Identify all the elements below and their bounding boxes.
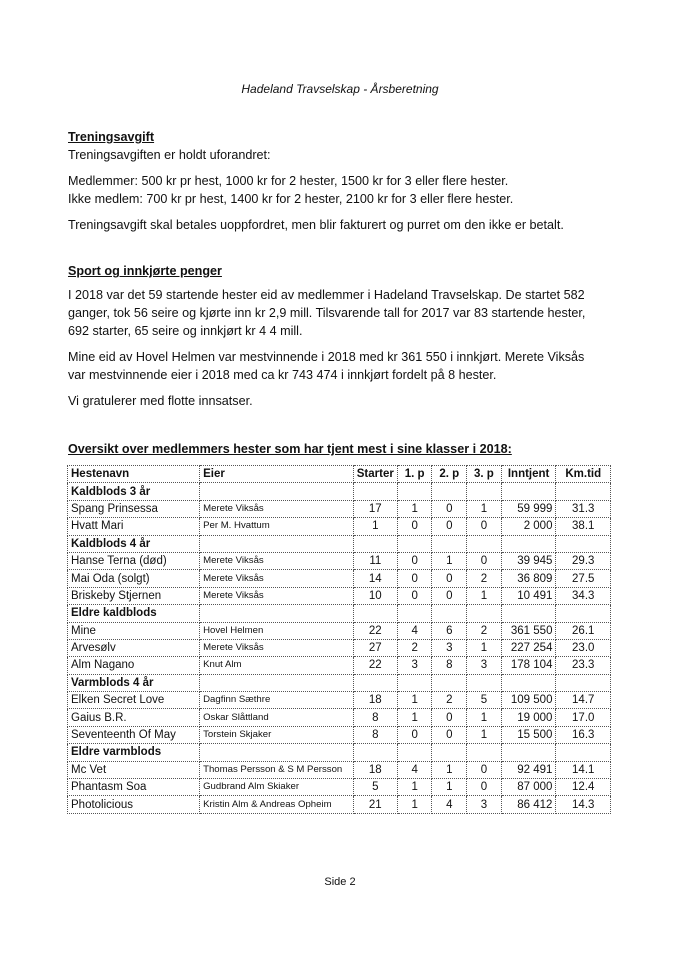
cell-2p: 0 (432, 726, 467, 743)
cell-3p: 1 (467, 726, 502, 743)
cell-3p: 3 (467, 796, 502, 813)
cell-eier: Knut Alm (200, 657, 354, 674)
cell-inntjent: 109 500 (501, 692, 556, 709)
cell-hestenavn: Arvesølv (68, 639, 200, 656)
cell-2p: 2 (432, 692, 467, 709)
cell-3p: 1 (467, 709, 502, 726)
cell-inntjent: 2 000 (501, 518, 556, 535)
table-row (68, 692, 611, 709)
cell-inntjent: 59 999 (501, 500, 556, 517)
group-title: Varmblods 4 år (68, 674, 200, 691)
empty-cell (200, 744, 354, 761)
empty-cell (200, 483, 354, 500)
cell-kmtid: 27.5 (556, 570, 611, 587)
cell-eier: Merete Viksås (200, 552, 354, 569)
cell-inntjent: 361 550 (501, 622, 556, 639)
empty-cell (432, 483, 467, 500)
cell-inntjent: 92 491 (501, 761, 556, 778)
cell-3p: 1 (467, 500, 502, 517)
table-row (68, 657, 611, 674)
group-row (68, 674, 611, 691)
empty-cell (556, 744, 611, 761)
table-row (68, 570, 611, 587)
cell-1p: 0 (397, 552, 432, 569)
cell-kmtid: 23.0 (556, 639, 611, 656)
cell-eier: Hovel Helmen (200, 622, 354, 639)
cell-starter: 8 (353, 709, 397, 726)
treningsavgift-members: Medlemmer: 500 kr pr hest, 1000 kr for 2 hester, 1500 kr for 3 eller flere hester. (68, 174, 509, 188)
group-row (68, 483, 611, 500)
empty-cell (397, 483, 432, 500)
cell-hestenavn: Phantasm Soa (68, 779, 200, 796)
group-title: Kaldblods 3 år (68, 483, 200, 500)
cell-3p: 1 (467, 587, 502, 604)
cell-1p: 3 (397, 657, 432, 674)
cell-hestenavn: Hvatt Mari (68, 518, 200, 535)
cell-2p: 1 (432, 779, 467, 796)
column-header-hestenavn: Hestenavn (68, 466, 200, 483)
empty-cell (467, 605, 502, 622)
sport-paragraph-1: I 2018 var det 59 startende hester eid av medlemmer i Hadeland Travselskap. De startet 582 ganger, tok 56 seire og kjørte inn kr 2,9 mill. Tilsvarende tall for 2017 var 83 startende hester, 692 starter, 65 seire og innkjørt kr 4 4 mill. (68, 288, 586, 338)
column-header-1p: 1. p (397, 466, 432, 483)
group-title: Eldre kaldblods (68, 605, 200, 622)
cell-starter: 17 (353, 500, 397, 517)
group-row (68, 744, 611, 761)
cell-starter: 8 (353, 726, 397, 743)
cell-1p: 2 (397, 639, 432, 656)
empty-cell (432, 674, 467, 691)
table-row (68, 500, 611, 517)
cell-kmtid: 31.3 (556, 500, 611, 517)
cell-starter: 18 (353, 761, 397, 778)
empty-cell (467, 744, 502, 761)
cell-eier: Thomas Persson & S M Persson (200, 761, 354, 778)
cell-starter: 10 (353, 587, 397, 604)
empty-cell (397, 605, 432, 622)
cell-1p: 1 (397, 500, 432, 517)
cell-hestenavn: Seventeenth Of May (68, 726, 200, 743)
cell-3p: 0 (467, 518, 502, 535)
empty-cell (556, 605, 611, 622)
table-row (68, 796, 611, 813)
cell-kmtid: 14.1 (556, 761, 611, 778)
cell-hestenavn: Spang Prinsessa (68, 500, 200, 517)
sport-paragraph-2: Mine eid av Hovel Helmen var mestvinnende i 2018 med kr 361 550 i innkjørt. Merete Viksås var mestvinnende eier i 2018 med ca kr 743 474 i innkjørt fordelt på 8 hester. (68, 350, 585, 382)
cell-eier: Dagfinn Sæthre (200, 692, 354, 709)
column-header-kmtid: Km.tid (556, 466, 611, 483)
cell-inntjent: 19 000 (501, 709, 556, 726)
empty-cell (501, 674, 556, 691)
cell-2p: 8 (432, 657, 467, 674)
cell-3p: 3 (467, 657, 502, 674)
cell-starter: 11 (353, 552, 397, 569)
table-row (68, 761, 611, 778)
cell-hestenavn: Alm Nagano (68, 657, 200, 674)
treningsavgift-line1: Treningsavgiften er holdt uforandret: (68, 148, 271, 162)
cell-kmtid: 26.1 (556, 622, 611, 639)
table-row (68, 587, 611, 604)
cell-1p: 1 (397, 796, 432, 813)
empty-cell (353, 744, 397, 761)
cell-2p: 3 (432, 639, 467, 656)
cell-3p: 0 (467, 761, 502, 778)
group-title: Kaldblods 4 år (68, 535, 200, 552)
cell-hestenavn: Mc Vet (68, 761, 200, 778)
cell-2p: 6 (432, 622, 467, 639)
cell-2p: 0 (432, 518, 467, 535)
cell-inntjent: 178 104 (501, 657, 556, 674)
cell-3p: 5 (467, 692, 502, 709)
empty-cell (200, 605, 354, 622)
cell-starter: 18 (353, 692, 397, 709)
treningsavgift-payment: Treningsavgift skal betales uoppfordret, men blir fakturert og purret om den ikke er betalt. (68, 218, 564, 232)
empty-cell (432, 744, 467, 761)
sport-paragraph-3: Vi gratulerer med flotte innsatser. (68, 394, 253, 408)
empty-cell (200, 674, 354, 691)
empty-cell (353, 605, 397, 622)
cell-kmtid: 29.3 (556, 552, 611, 569)
cell-starter: 5 (353, 779, 397, 796)
cell-3p: 0 (467, 779, 502, 796)
table-heading-wrap (68, 440, 628, 458)
horse-earnings-table (67, 465, 611, 814)
empty-cell (397, 674, 432, 691)
cell-1p: 1 (397, 692, 432, 709)
table-row (68, 709, 611, 726)
table-header-row (68, 466, 611, 483)
empty-cell (556, 674, 611, 691)
cell-eier: Merete Viksås (200, 587, 354, 604)
cell-starter: 22 (353, 657, 397, 674)
cell-1p: 4 (397, 761, 432, 778)
cell-1p: 4 (397, 622, 432, 639)
empty-cell (397, 535, 432, 552)
table-heading: Oversikt over medlemmers hester som har tjent mest i sine klasser i 2018: (68, 442, 512, 456)
cell-eier: Oskar Slåttland (200, 709, 354, 726)
column-header-starter: Starter (353, 466, 397, 483)
cell-1p: 0 (397, 570, 432, 587)
empty-cell (501, 535, 556, 552)
cell-kmtid: 12.4 (556, 779, 611, 796)
sport-heading: Sport og innkjørte penger (68, 264, 222, 278)
cell-hestenavn: Mine (68, 622, 200, 639)
group-row (68, 535, 611, 552)
empty-cell (467, 483, 502, 500)
cell-inntjent: 227 254 (501, 639, 556, 656)
table-body (68, 483, 611, 813)
cell-starter: 27 (353, 639, 397, 656)
cell-2p: 1 (432, 552, 467, 569)
cell-kmtid: 23.3 (556, 657, 611, 674)
empty-cell (467, 535, 502, 552)
cell-hestenavn: Briskeby Stjernen (68, 587, 200, 604)
treningsavgift-section (68, 128, 588, 234)
cell-eier: Kristin Alm & Andreas Opheim (200, 796, 354, 813)
cell-2p: 0 (432, 570, 467, 587)
empty-cell (432, 535, 467, 552)
cell-1p: 0 (397, 726, 432, 743)
cell-2p: 0 (432, 587, 467, 604)
cell-inntjent: 39 945 (501, 552, 556, 569)
cell-hestenavn: Mai Oda (solgt) (68, 570, 200, 587)
empty-cell (353, 674, 397, 691)
cell-inntjent: 36 809 (501, 570, 556, 587)
document-header: Hadeland Travselskap - Årsberetning (241, 82, 439, 96)
cell-kmtid: 17.0 (556, 709, 611, 726)
empty-cell (353, 483, 397, 500)
cell-1p: 1 (397, 709, 432, 726)
group-title: Eldre varmblods (68, 744, 200, 761)
cell-kmtid: 16.3 (556, 726, 611, 743)
cell-1p: 0 (397, 587, 432, 604)
cell-eier: Gudbrand Alm Skiaker (200, 779, 354, 796)
empty-cell (432, 605, 467, 622)
cell-2p: 0 (432, 709, 467, 726)
cell-inntjent: 86 412 (501, 796, 556, 813)
cell-kmtid: 14.7 (556, 692, 611, 709)
cell-eier: Merete Viksås (200, 639, 354, 656)
group-row (68, 605, 611, 622)
cell-1p: 1 (397, 779, 432, 796)
cell-1p: 0 (397, 518, 432, 535)
sport-section (68, 262, 588, 410)
empty-cell (556, 483, 611, 500)
cell-inntjent: 15 500 (501, 726, 556, 743)
empty-cell (397, 744, 432, 761)
empty-cell (467, 674, 502, 691)
page-number: Side 2 (324, 876, 356, 888)
empty-cell (501, 744, 556, 761)
cell-hestenavn: Elken Secret Love (68, 692, 200, 709)
cell-kmtid: 14.3 (556, 796, 611, 813)
cell-hestenavn: Gaius B.R. (68, 709, 200, 726)
empty-cell (501, 483, 556, 500)
table-row (68, 779, 611, 796)
treningsavgift-heading: Treningsavgift (68, 130, 155, 144)
cell-starter: 21 (353, 796, 397, 813)
cell-eier: Torstein Skjaker (200, 726, 354, 743)
column-header-inntjent: Inntjent (501, 466, 556, 483)
cell-kmtid: 38.1 (556, 518, 611, 535)
cell-3p: 1 (467, 639, 502, 656)
column-header-eier: Eier (200, 466, 354, 483)
table-row (68, 552, 611, 569)
cell-kmtid: 34.3 (556, 587, 611, 604)
cell-2p: 1 (432, 761, 467, 778)
column-header-2p: 2. p (432, 466, 467, 483)
treningsavgift-nonmembers: Ikke medlem: 700 kr pr hest, 1400 kr for 2 hester, 2100 kr for 3 eller flere hester. (68, 192, 514, 206)
cell-eier: Merete Viksås (200, 500, 354, 517)
cell-eier: Per M. Hvattum (200, 518, 354, 535)
cell-2p: 4 (432, 796, 467, 813)
column-header-3p: 3. p (467, 466, 502, 483)
cell-hestenavn: Hanse Terna (død) (68, 552, 200, 569)
cell-starter: 22 (353, 622, 397, 639)
empty-cell (353, 535, 397, 552)
cell-inntjent: 10 491 (501, 587, 556, 604)
cell-starter: 14 (353, 570, 397, 587)
table-row (68, 726, 611, 743)
cell-starter: 1 (353, 518, 397, 535)
cell-2p: 0 (432, 500, 467, 517)
cell-3p: 2 (467, 622, 502, 639)
cell-hestenavn: Photolicious (68, 796, 200, 813)
table-row (68, 518, 611, 535)
table-row (68, 639, 611, 656)
table-row (68, 622, 611, 639)
cell-3p: 2 (467, 570, 502, 587)
empty-cell (556, 535, 611, 552)
empty-cell (200, 535, 354, 552)
cell-inntjent: 87 000 (501, 779, 556, 796)
empty-cell (501, 605, 556, 622)
cell-3p: 0 (467, 552, 502, 569)
cell-eier: Merete Viksås (200, 570, 354, 587)
